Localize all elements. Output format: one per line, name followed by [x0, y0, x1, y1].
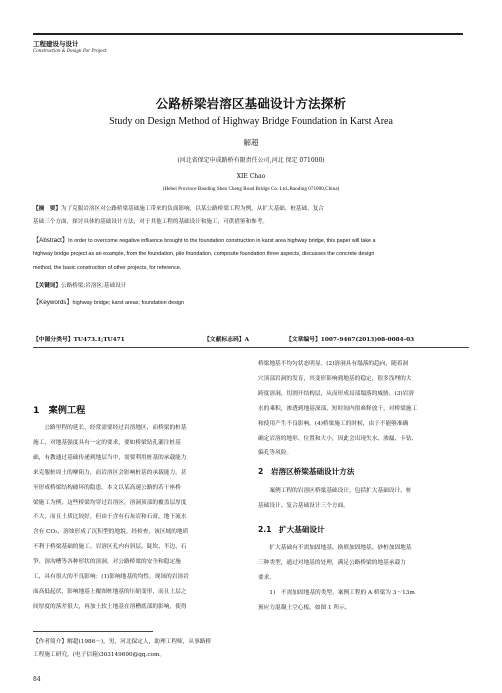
body-line: 础，有教通过基础传递到地层当中，需要利用桩基的承载能力	[33, 454, 187, 461]
body-line: 来克服桩周土的摩阻力，而岩溶区会影响桩基的承载能力，甚	[33, 469, 187, 476]
body-line: 水的乘积，渗透到地基深部，短时间内很难释放干，对桥梁施工	[258, 405, 418, 412]
body-line: 基础设计、复合基础设计三个方面。	[258, 502, 349, 509]
section-2-1-body	[258, 541, 471, 616]
abstract-cn-text: 为了克服岩溶区对公路桥梁基础施工带来的负面影响，以某公路桥梁工程为例，从扩大基础、桩基础、复合	[60, 206, 324, 212]
clc-number: 【中图分类号】TU473.1;TU471	[33, 337, 125, 343]
body-line: 和使用产生不良影响。(4)桥梁施工的时候，由于不能够准确	[258, 420, 409, 427]
keywords-cn-text: 公路桥梁;岩溶区;基础设计	[60, 283, 127, 289]
keywords-en-text: highway bridge; karst areas; foundation design	[72, 300, 185, 306]
body-line: 工，具有很大的不良影响：(1)影响地基的均性。现场的岩溶岩	[33, 574, 189, 581]
body-line: 预应力混凝土空心板，如图 1 所示。	[258, 604, 351, 611]
body-line: 跨度溶洞，切割开结构层，从而形成局部塌落的威胁。(3)岩溶	[258, 390, 414, 397]
body-line: 不大，而且土质比较好，但由于含有石灰岩和石膏，地下流水	[33, 514, 187, 521]
body-line: 面高低起伏，影响地基上覆图桩地基的压缩变形，而且土层之	[33, 588, 187, 595]
body-line: 三种类型，通过对地基的处理，满足公路桥梁的地基承载力	[258, 559, 406, 566]
section-1-heading: 1 案例工程	[33, 405, 86, 416]
body-line: 含有 CO₂，溶蚀形成了沉积型的地貌。经检查，该区域的地质	[33, 529, 189, 536]
body-line: 施工，对地基强度具有一定的要求，要如桥梁钻孔灌注桩基	[33, 439, 181, 446]
article-title-cn: 公路桥梁岩溶区基础设计方法探析	[155, 96, 347, 111]
keywords-cn-label: 【关键词】	[33, 283, 61, 289]
footnote-rule	[33, 631, 153, 632]
footnote-line: 【作者简介】解超(1986～)，男，河北保定人，助理工程师，从事路桥	[33, 639, 212, 645]
left-column-body	[33, 421, 246, 615]
body-line: 确定岩溶的地形、位置和大小，因此会出现失水、渗漏、卡钻、	[258, 435, 418, 442]
journal-name-cn: 工程建设与设计	[33, 40, 79, 48]
body-line: 间厚度的落差很大，再加上软土地基在溶槽底部的影响，使得	[33, 603, 187, 610]
abstract-cn-line: 基础三个方面，探讨具体的基础设计方法，对于其他工程的基础设计和施工，可供借鉴和参考。	[33, 219, 268, 225]
abstract-en-line: method, the basic construction of other projects, for reference.	[33, 265, 182, 271]
page-number: 84	[33, 676, 41, 683]
body-line: 偏孔等风险。	[258, 450, 293, 457]
author-en: XIE Chao	[236, 173, 266, 180]
body-line: 1) 不需加固地基的类型。案例工程的 A 桥梁为 3～13m	[258, 589, 415, 596]
body-line: 穴顶部岩洞的发育，其变形影响到地基的稳定，很多浅埋的大	[258, 375, 412, 382]
affiliation-en: (Hebei Province Baoding Shen Cheng Road Bridge Co. Ltd.,Baoding 071000,China)	[162, 186, 340, 192]
right-column-body	[258, 357, 471, 461]
body-line: 梁施工为例，这些桥梁均穿过岩溶区，溶洞顶部的覆盖层厚度	[33, 499, 187, 506]
journal-name-en: Construction & Design For Project	[33, 48, 107, 53]
body-line: 桥梁地基不均匀状态明显。(2)溶洞具有塌落的趋向，随着洞	[258, 361, 409, 367]
body-line: 扩大基础有不需加固地基、换填加固地基、砂桩加固地基	[258, 545, 412, 551]
body-line: 不利于桥梁基础的施工。岩溶区孔内有斜层、陡坎、半边、石	[33, 544, 187, 551]
affiliation-cn: (河北省保定申成路桥有限责任公司,河北 保定 071000)	[177, 157, 325, 164]
article-number: 【文章编号】1007-9467(2013)08-0084-03	[286, 337, 415, 343]
body-line: 案例工程的岩溶区桥梁基础设计，包括扩大基础设计、桩	[258, 488, 412, 494]
section-2-heading: 2 岩溶区桥梁基础设计方法	[258, 467, 355, 476]
author-cn: 解超	[243, 138, 259, 147]
section-2-body	[258, 484, 471, 514]
article-title-en: Study on Design Method of Highway Bridge Foundation in Karst Area	[109, 116, 393, 127]
footnote-line: 工程施工研究，(电子信箱)303149690@qq.com。	[33, 652, 166, 658]
body-line: 笋、溶沟槽等各种形状的溶洞。对公路桥梁的安全和稳定施	[33, 559, 181, 566]
abstract-en-line: highway bridge project as an example, from the foundation, pile foundation, composite foundation three aspects, discusses the concrete design	[33, 251, 375, 257]
body-line: 至形成桥梁结构破坏的隐患。本文以某高速公路的若干座桥	[33, 484, 181, 491]
body-line: 要求。	[258, 574, 276, 581]
header-rule	[33, 33, 463, 35]
keywords-en-label: 【Keywords】	[33, 299, 73, 306]
abstract-en-label: 【Abstract】	[33, 237, 69, 244]
abstract-en-text: In order to overcome negative influence brought to the foundation construction in karst area highway bridge, this paper will take a	[68, 238, 376, 244]
keywords-cn	[33, 280, 469, 293]
abstract-en-line	[33, 234, 469, 248]
author-footnote	[33, 636, 245, 662]
abstract-cn-line	[33, 203, 469, 216]
section-2-1-heading: 2.1 扩大基础设计	[258, 525, 325, 534]
body-line: 公路里程的延长，经常需要经过岩溶地区，而桥梁的桩基	[33, 425, 187, 431]
section-divider	[33, 347, 469, 348]
keywords-en	[33, 296, 469, 310]
document-code: 【文献标志码】A	[204, 337, 250, 343]
abstract-cn-label: 【摘 要】	[33, 206, 61, 212]
